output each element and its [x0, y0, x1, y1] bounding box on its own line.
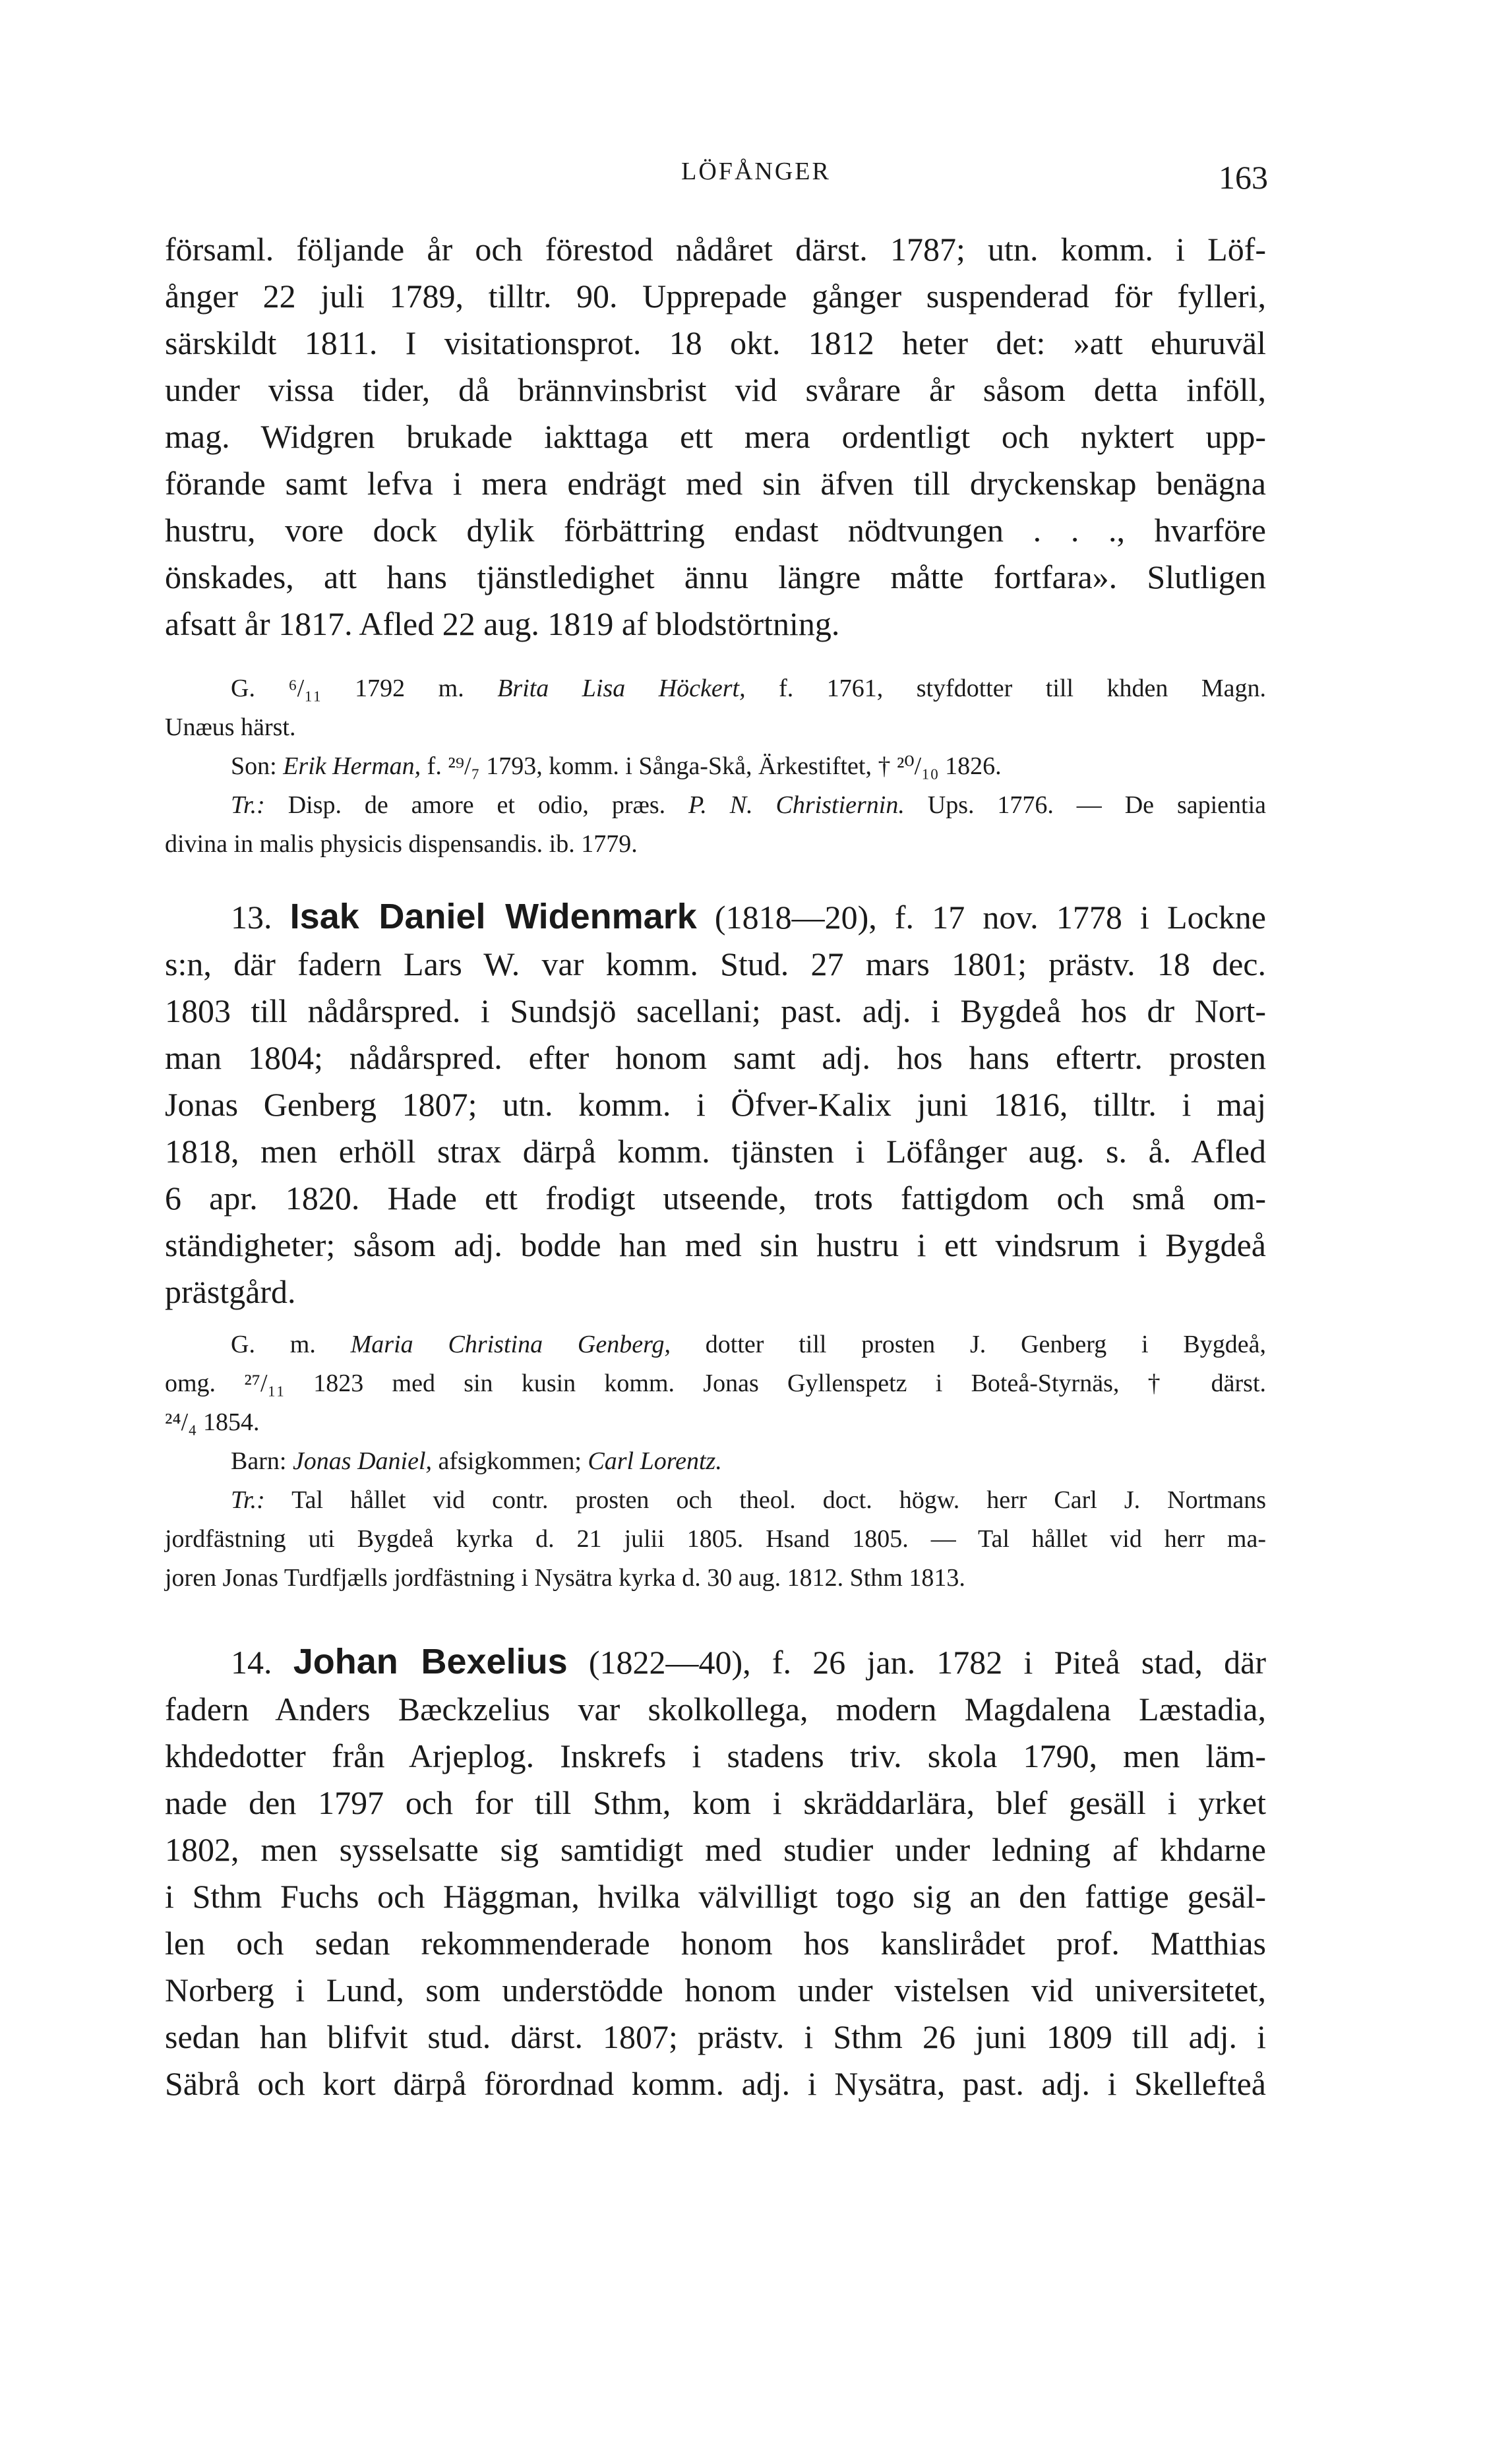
entry-heading: 13. Isak Daniel Widenmark (1818—20), f. 17 nov. 1778 i Lockne — [231, 897, 1266, 936]
text-line: under vissa tider, då brännvinsbrist vid svårare år såsom detta inföll, — [165, 371, 1266, 408]
marriage-note: G. m. Maria Christina Genberg, dotter till prosten J. Genberg i Bygdeå, — [231, 1331, 1266, 1358]
text-line: ständigheter; såsom adj. bodde han med sin hustru i ett vindsrum i Bygdeå — [165, 1226, 1266, 1263]
text-line: man 1804; nådårspred. efter honom samt adj. hos hans eftertr. prosten — [165, 1039, 1266, 1076]
text-line: sedan han blifvit stud. därst. 1807; prästv. i Sthm 26 juni 1809 till adj. i — [165, 2018, 1266, 2055]
works-note-cont: divina in malis physicis dispensandis. ib. 1779. — [165, 830, 638, 858]
text-line: ånger 22 juli 1789, tilltr. 90. Upprepade gånger suspenderad för fylleri, — [165, 278, 1266, 315]
marriage-note-cont: omg. ²⁷/₁₁ 1823 med sin kusin komm. Jonas Gyllenspetz i Boteå-Styrnäs, † därst. — [165, 1370, 1266, 1397]
marriage-note-cont: Unæus härst. — [165, 713, 296, 741]
paragraph-widgren-continued — [165, 226, 1266, 647]
works-note: Tr.: Disp. de amore et odio, præs. P. N. Christiernin. Ups. 1776. — De sapientia — [231, 791, 1267, 819]
text-line: särskildt 1811. I visitationsprot. 18 okt. 1812 heter det: »att ehuruväl — [165, 324, 1266, 361]
notes-widenmark — [165, 1325, 1266, 1598]
text-line: 1802, men sysselsatte sig samtidigt med studier under ledning af khdarne — [165, 1831, 1266, 1868]
text-line: förande samt lefva i mera endrägt med sin äfven till dryckenskap benägna — [165, 465, 1266, 502]
text-line: fadern Anders Bæckzelius var skolkollega, modern Magdalena Læstadia, — [165, 1691, 1266, 1728]
text-line: khdedotter från Arjeplog. Inskrefs i stadens triv. skola 1790, men läm- — [165, 1737, 1266, 1774]
marriage-note-cont: ²⁴/₄ 1854. — [165, 1408, 260, 1436]
text-line: Jonas Genberg 1807; utn. komm. i Öfver-Kalix juni 1816, tilltr. i maj — [165, 1086, 1266, 1123]
entry-13-widenmark — [165, 893, 1266, 1315]
entry-heading: 14. Johan Bexelius (1822—40), f. 26 jan. 1782 i Piteå stad, där — [231, 1642, 1266, 1681]
entry-14-bexelius — [165, 1639, 1266, 2107]
works-note: Tr.: Tal hållet vid contr. prosten och theol. doct. högw. herr Carl J. Nortmans — [231, 1486, 1266, 1514]
text-line: 1818, men erhöll strax därpå komm. tjänsten i Löfånger aug. s. å. Afled — [165, 1133, 1266, 1170]
entry-name: Johan Bexelius — [293, 1642, 568, 1681]
text-line: önskades, att hans tjänstledighet ännu längre måtte fortfara». Slutligen — [165, 558, 1266, 595]
notes-widgren — [165, 669, 1266, 864]
text-line: len och sedan rekommenderade honom hos kanslirådet prof. Matthias — [165, 1925, 1266, 1962]
works-note-cont: jordfästning uti Bygdeå kyrka d. 21 julii 1805. Hsand 1805. — Tal hållet vid herr ma- — [165, 1525, 1266, 1553]
text-line: hustru, vore dock dylik förbättring endast nödtvungen . . ., hvarföre — [165, 512, 1266, 549]
text-line: i Sthm Fuchs och Häggman, hvilka välvilligt togo sig an den fattige gesäl- — [165, 1878, 1266, 1915]
works-note-cont: joren Jonas Turdfjælls jordfästning i Nysätra kyrka d. 30 aug. 1812. Sthm 1813. — [165, 1564, 965, 1592]
page-number: 163 — [1219, 159, 1268, 196]
text-line: församl. följande år och förestod nådåret därst. 1787; utn. komm. i Löf- — [165, 231, 1266, 268]
text-line: 1803 till nådårspred. i Sundsjö sacellani; past. adj. i Bygdeå hos dr Nort- — [165, 992, 1266, 1029]
text-line: s:n, där fadern Lars W. var komm. Stud. 27 mars 1801; prästv. 18 dec. — [165, 946, 1266, 982]
text-line: Norberg i Lund, som understödde honom under vistelsen vid universitetet, — [165, 1972, 1266, 2008]
marriage-note: G. ⁶/₁₁ 1792 m. Brita Lisa Höckert, f. 1761, styfdotter till khden Magn. — [231, 675, 1266, 702]
running-header: LÖFÅNGER — [681, 158, 831, 185]
text-line: nade den 1797 och for till Sthm, kom i skräddarlära, blef gesäll i yrket — [165, 1784, 1266, 1821]
text-line: afsatt år 1817. Afled 22 aug. 1819 af blodstörtning. — [165, 605, 840, 642]
son-note: Son: Erik Herman, f. ²⁹/₇ 1793, komm. i Sånga-Skå, Ärkestiftet, † ²⁰/₁₀ 1826. — [231, 752, 1002, 780]
text-line: 6 apr. 1820. Hade ett frodigt utseende, trots fattigdom och små om- — [165, 1180, 1266, 1217]
children-note: Barn: Jonas Daniel, afsigkommen; Carl Lorentz. — [231, 1447, 722, 1475]
entry-name: Isak Daniel Widenmark — [289, 897, 697, 936]
text-line: prästgård. — [165, 1273, 296, 1310]
text-line: mag. Widgren brukade iakttaga ett mera ordentligt och nyktert upp- — [165, 418, 1266, 455]
text-line: Säbrå och kort därpå förordnad komm. adj. i Nysätra, past. adj. i Skellefteå — [165, 2065, 1266, 2102]
